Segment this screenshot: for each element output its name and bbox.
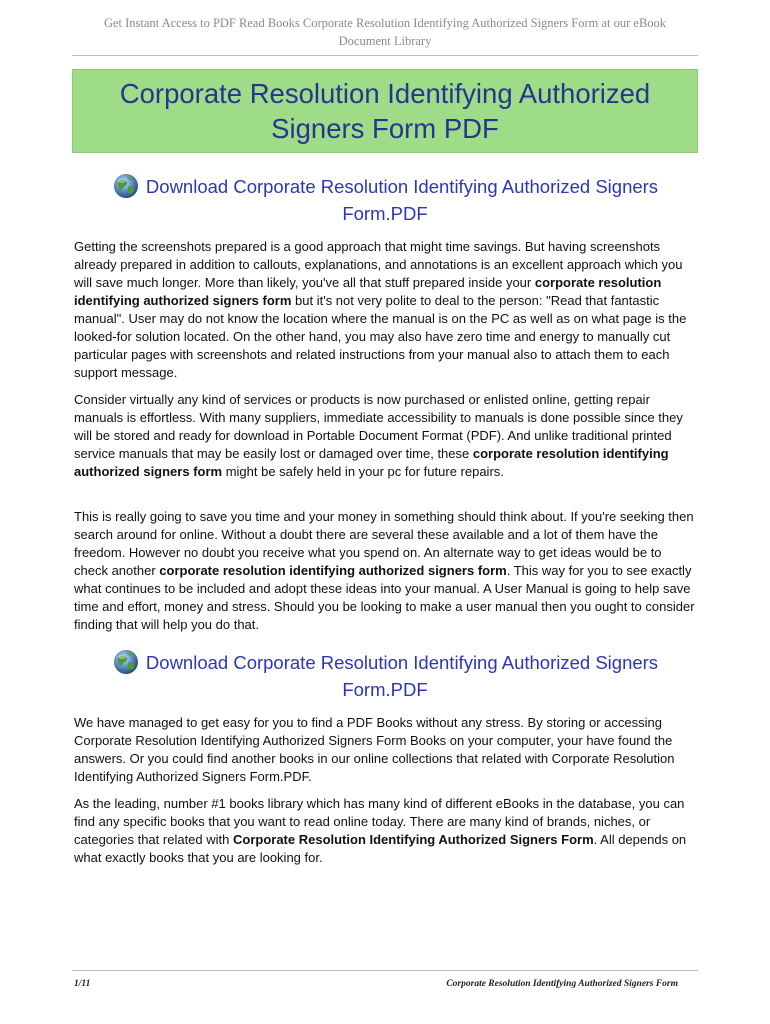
page-title — [95, 76, 675, 146]
globe-icon — [112, 172, 140, 200]
paragraph-text: Consider virtually any kind of services or products is now purchased or enlisted online, getting repair manuals is effortless. With many suppliers, immediate accessibility to manuals is done possible since they will be stored and ready for download in Portable Document Format (PDF). And unlike traditional printed service manuals that may be easily lost or damaged over time, these — [74, 392, 683, 461]
paragraph-1 — [74, 238, 696, 382]
header-divider — [72, 55, 698, 56]
header-line-2: Document Library — [338, 34, 432, 48]
paragraph-text: might be safely held in your pc for future repairs. — [222, 464, 504, 479]
paragraph-2 — [74, 391, 696, 481]
keyword-bold: corporate resolution identifying authorized signers form — [74, 275, 662, 308]
header-line-1: Get Instant Access to PDF Read Books Corporate Resolution Identifying Authorized Signers Form at our eBook — [103, 16, 667, 30]
page-header — [72, 14, 698, 50]
paragraph-text: . This way for you to see exactly what continues to be included and adopt these ideas into your manual. A User Manual is going to help save time and effort, money and stress. Should you be looking to make a user manual then you ought to consider finding that will help you do that. — [74, 563, 695, 632]
keyword-bold: corporate resolution identifying authorized signers form — [159, 563, 507, 578]
paragraph-3 — [74, 508, 696, 634]
download-link-text-line-2[interactable]: Form.PDF — [342, 203, 428, 224]
title-banner — [72, 69, 698, 153]
footer-document-title: Corporate Resolution Identifying Authorized Signers Form — [446, 979, 678, 989]
page-number: 1/11 — [74, 979, 91, 989]
download-link-text-line-1[interactable]: Download Corporate Resolution Identifying Authorized Signers — [145, 652, 659, 673]
download-link-bottom[interactable] — [72, 648, 698, 703]
paragraph-text: As the leading, number #1 books library which has many kind of different eBooks in the database, you can find any specific books that you want to read online today. There are many kind of brands, niches, or categories that related with — [74, 796, 685, 847]
paragraph-text: but it's not very polite to deal to the person: "Read that fantastic manual". User may do not know the location where the manual is on the PC as well as on what page is the looked-for solution located. On the other hand, you may also have zero time and energy to manually cut particular pages with screenshots and related instructions from your manual also to attach them to each support message. — [74, 293, 687, 380]
globe-icon — [112, 648, 140, 676]
download-link-text-line-2[interactable]: Form.PDF — [342, 679, 428, 700]
paragraph-text: Getting the screenshots prepared is a good approach that might time savings. But having screenshots already prepared in addition to callouts, explanations, and annotations is an excellent approach which you will save much longer. More than likely, you've all that stuff prepared inside your — [74, 239, 683, 290]
keyword-bold: corporate resolution identifying authorized signers form — [74, 446, 669, 479]
paragraph-4 — [74, 714, 696, 786]
paragraph-text: . All depends on what exactly books that you are looking for. — [74, 832, 687, 865]
footer-divider — [72, 970, 698, 971]
paragraph-text: We have managed to get easy for you to find a PDF Books without any stress. By storing or accessing Corporate Resolution Identifying Authorized Signers Form Books on your computer, your have found the answers. Or you could find another books in our online collections that related with Corporate Resolution Identifying Authorized Signers Form.PDF. — [74, 715, 675, 784]
keyword-bold: Corporate Resolution Identifying Authorized Signers Form — [232, 832, 594, 847]
paragraph-text: This is really going to save you time and your money in something should think about. If you're seeking then search around for online. Without a doubt there are several these available and a lot of them have the freedom. However no doubt you receive what you spend on. An alternate way to get ideas would be to check another — [74, 509, 694, 578]
download-link-text-line-1[interactable]: Download Corporate Resolution Identifying Authorized Signers — [145, 176, 659, 197]
paragraph-5 — [74, 795, 696, 867]
title-line-1: Corporate Resolution Identifying Authorized — [119, 78, 651, 109]
download-link-top[interactable] — [72, 172, 698, 227]
title-line-2: Signers Form PDF — [271, 113, 499, 144]
